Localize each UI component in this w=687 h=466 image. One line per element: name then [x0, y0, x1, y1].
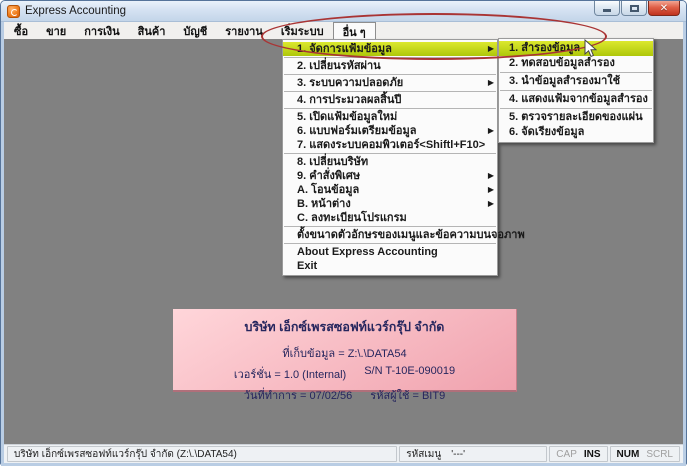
submenu-item-label: 4. แสดงแฟ้มจากข้อมูลสำรอง: [509, 93, 648, 105]
menu-item[interactable]: [283, 169, 497, 183]
statusbar-caps-ins: [549, 446, 607, 462]
maximize-icon: [630, 5, 639, 12]
menu-item: [284, 153, 496, 154]
info-line-left: วันที่ทำการ = 07/02/56: [243, 390, 353, 402]
submenu-item-label: 1. สำรองข้อมูล: [509, 42, 581, 54]
menu-item[interactable]: [283, 155, 497, 169]
menu-item-label: 6. แบบฟอร์มเตรียมข้อมูล: [297, 125, 417, 137]
minimize-icon: [603, 9, 611, 12]
menubar-item[interactable]: รายงาน: [225, 26, 263, 38]
keyboard-state-indicator: INS: [583, 448, 601, 460]
menu-item: [284, 108, 496, 109]
maximize-button[interactable]: [621, 1, 647, 16]
menu-item[interactable]: [283, 138, 497, 152]
title-bar: [1, 1, 686, 22]
menu-item: [284, 74, 496, 75]
submenu-item: [500, 72, 652, 73]
menu-item-label: C. ลงทะเบียนโปรแกรม: [297, 212, 407, 224]
menu-item: [284, 91, 496, 92]
company-info-line: [173, 365, 516, 383]
submenu-file-management: [498, 38, 654, 143]
company-info-box: [173, 309, 517, 402]
menu-item-label: 2. เปลี่ยนรหัสผ่าน: [297, 60, 381, 72]
window-title: Express Accounting: [25, 5, 127, 17]
menu-item: [284, 226, 496, 227]
express-app-icon: [7, 5, 20, 18]
menu-item[interactable]: [283, 59, 497, 73]
menubar-item[interactable]: บัญชี: [183, 26, 208, 38]
info-line-right: S/N T-10E-090019: [364, 365, 456, 377]
submenu-arrow-icon: ▶: [487, 185, 494, 194]
menubar-item[interactable]: อื่น ๆ: [333, 22, 376, 39]
keyboard-state-indicator: NUM: [616, 448, 640, 460]
menu-item[interactable]: [283, 259, 497, 273]
menu-item-label: About Express Accounting: [297, 246, 438, 258]
menu-item-label: B. หน้าต่าง: [297, 198, 351, 210]
submenu-item-label: 3. นำข้อมูลสำรองมาใช้: [509, 75, 621, 87]
statusbar-menu-code: [399, 446, 547, 462]
menu-item-label: ตั้งขนาดตัวอักษรของเมนูและข้อความบนจอภาพ: [297, 229, 525, 241]
submenu-item[interactable]: [499, 125, 653, 140]
submenu-item[interactable]: [499, 41, 653, 56]
statusbar-company: บริษัท เอ็กซ์เพรสซอฟท์แวร์กรุ๊ป จำกัด (Z:\.\DATA54): [7, 446, 397, 462]
close-icon: ✕: [659, 2, 669, 14]
menu-item[interactable]: [283, 76, 497, 90]
menu-item[interactable]: [283, 124, 497, 138]
menu-bar: [4, 22, 683, 39]
menu-item-label: A. โอนข้อมูล: [297, 184, 360, 196]
submenu-item[interactable]: [499, 74, 653, 89]
keyboard-state-indicator: SCRL: [646, 448, 673, 460]
menu-item: [284, 57, 496, 58]
window-controls: [593, 1, 680, 16]
submenu-item-label: 5. ตรวจรายละเอียดของแผ่น: [509, 111, 643, 123]
menu-item-label: 5. เปิดแฟ้มข้อมูลใหม่: [297, 111, 398, 123]
menu-item[interactable]: [283, 211, 497, 225]
dropdown-menu-other: [282, 39, 525, 276]
menu-item[interactable]: [283, 183, 497, 197]
submenu-item-label: 2. ทดสอบข้อมูลสำรอง: [509, 57, 615, 69]
submenu-item: [500, 108, 652, 109]
menu-item-label: 3. ระบบความปลอดภัย: [297, 77, 404, 89]
statusbar-num-scrl: [610, 446, 680, 462]
submenu-item[interactable]: [499, 56, 653, 71]
menu-item-label: 1. จัดการแฟ้มข้อมูล: [297, 43, 392, 55]
menu-item-label: 4. การประมวลผลสิ้นปี: [297, 94, 402, 106]
menu-item-shortcut: <Shiftl+F10>: [419, 139, 486, 151]
menu-code-value: '---': [451, 448, 466, 460]
menu-item[interactable]: [283, 93, 497, 107]
submenu-arrow-icon: ▶: [487, 44, 494, 53]
info-line-left: ที่เก็บข้อมูล = Z:\.\DATA54: [282, 348, 407, 360]
submenu-arrow-icon: ▶: [487, 171, 494, 180]
submenu-item: [500, 90, 652, 91]
menu-item[interactable]: [283, 197, 497, 211]
company-info-line: [173, 344, 516, 362]
keyboard-state-indicator: CAP: [556, 448, 577, 460]
menubar-item[interactable]: การเงิน: [84, 26, 120, 38]
menu-item: [284, 243, 496, 244]
minimize-button[interactable]: [594, 1, 620, 16]
menu-item-label: Exit: [297, 260, 318, 272]
menubar-item[interactable]: เริ่มระบบ: [280, 26, 324, 38]
info-line-right: รหัสผู้ใช้ = BIT9: [370, 390, 446, 402]
submenu-item[interactable]: [499, 92, 653, 107]
status-bar: [4, 444, 683, 463]
submenu-arrow-icon: ▶: [487, 199, 494, 208]
submenu-arrow-icon: ▶: [487, 78, 494, 87]
menu-item-label: 8. เปลี่ยนบริษัท: [297, 156, 369, 168]
menu-code-label: รหัสเมนู: [406, 448, 442, 460]
submenu-item[interactable]: [499, 110, 653, 125]
menubar-item[interactable]: สินค้า: [137, 26, 166, 38]
company-name: บริษัท เอ็กซ์เพรสซอฟท์แวร์กรุ๊ป จำกัด: [244, 320, 445, 334]
close-button[interactable]: [648, 1, 680, 16]
menu-item[interactable]: [283, 228, 525, 242]
menu-item-label: 7. แสดงระบบคอมพิวเตอร์: [297, 139, 420, 151]
company-info-line: [173, 386, 516, 404]
menubar-item[interactable]: ซื้อ: [14, 26, 29, 38]
company-info-lines: [173, 344, 516, 404]
menu-item[interactable]: [283, 245, 497, 259]
submenu-arrow-icon: ▶: [487, 126, 494, 135]
info-line-left: เวอร์ชั่น = 1.0 (Internal): [233, 369, 347, 381]
menu-item[interactable]: [283, 42, 497, 56]
menu-item[interactable]: [283, 110, 497, 124]
menu-item-label: 9. คำสั่งพิเศษ: [297, 170, 361, 182]
submenu-item-label: 6. จัดเรียงข้อมูล: [509, 126, 585, 138]
menubar-item[interactable]: ขาย: [46, 26, 67, 38]
